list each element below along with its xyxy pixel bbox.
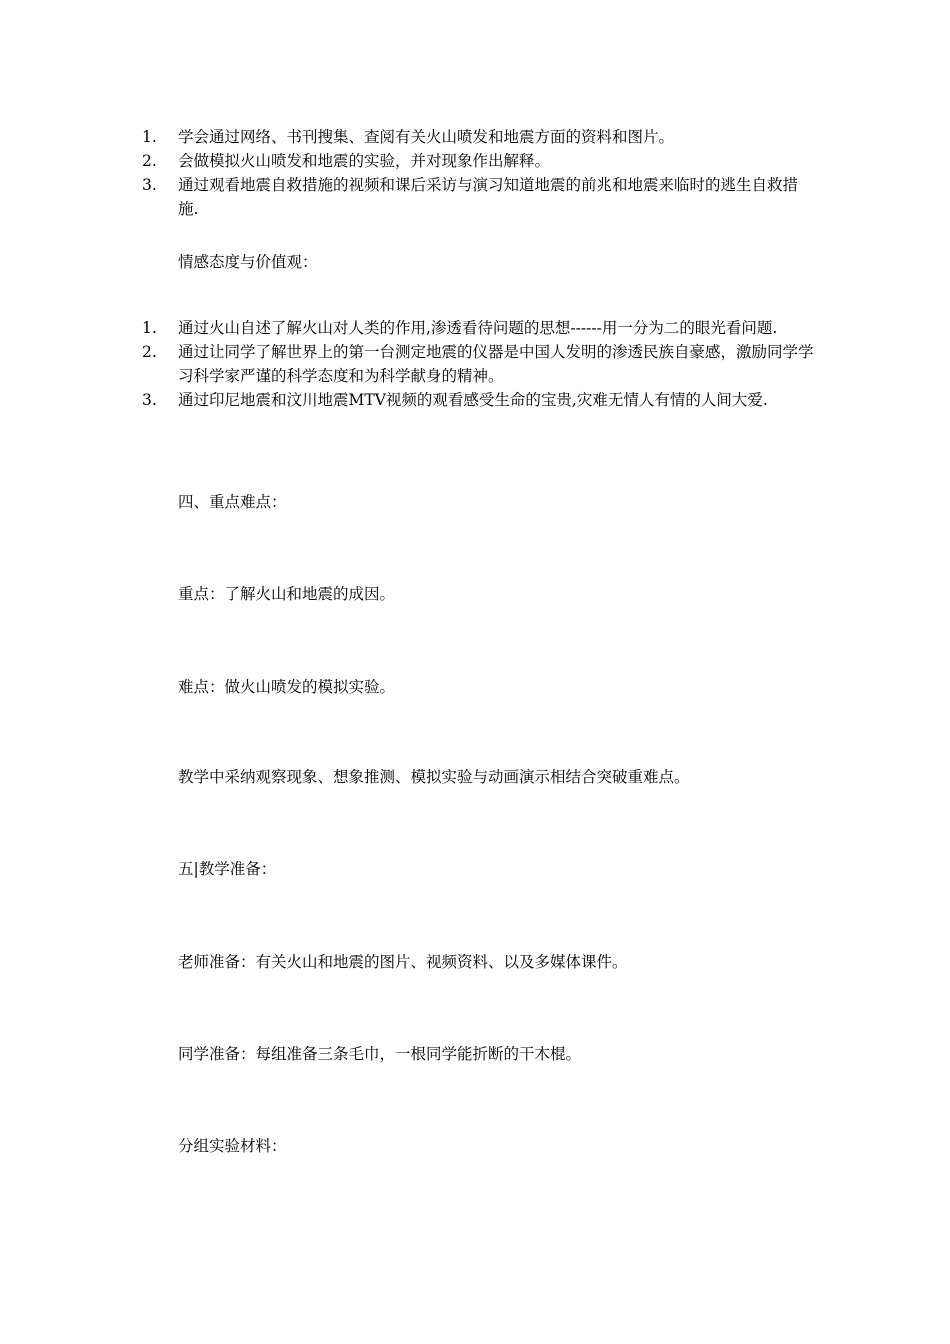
list-item-text: 通过印尼地震和汶川地震MTV视频的观看感受生命的宝贵,灾难无情人有情的人间大爱. — [178, 391, 768, 409]
group-materials: 分组实验材料： — [178, 1137, 287, 1155]
list-item-text: 通过观看地震自救措施的视频和课后采访与演习知道地震的前兆和地震来临时的逃生自救措施. — [178, 176, 799, 218]
teaching-method: 教学中采纳观察现象、想象推测、模拟实验与动画演示相结合突破重难点。 — [178, 768, 690, 786]
section4-heading: 四、重点难点： — [178, 493, 287, 511]
key-point: 重点：了解火山和地震的成因。 — [178, 585, 396, 603]
list-number: 3. — [142, 176, 157, 194]
values-list — [142, 316, 814, 412]
list-item — [142, 125, 814, 149]
emotion-heading: 情感态度与价值观： — [178, 253, 318, 271]
list-number: 1. — [142, 128, 157, 146]
skills-list — [142, 125, 814, 221]
list-item — [142, 388, 814, 412]
list-item — [142, 149, 814, 173]
teacher-prep: 老师准备：有关火山和地震的图片、视频资料、以及多媒体课件。 — [178, 953, 628, 971]
list-item-text: 通过让同学了解世界上的第一台测定地震的仪器是中国人发明的渗透民族自豪感，激励同学学习科学家严谨的科学态度和为科学献身的精神。 — [178, 343, 814, 385]
list-number: 2. — [142, 152, 157, 170]
student-prep: 同学准备：每组准备三条毛巾，一根同学能折断的干木棍。 — [178, 1045, 582, 1063]
list-number: 3. — [142, 391, 157, 409]
list-item — [142, 340, 814, 388]
list-item-text: 学会通过网络、书刊搜集、查阅有关火山喷发和地震方面的资料和图片。 — [178, 128, 675, 146]
section5-heading: 五|教学准备： — [178, 860, 277, 878]
list-item — [142, 173, 814, 221]
list-item-text: 通过火山自述了解火山对人类的作用,渗透看待问题的思想------用一分为二的眼光看问题. — [178, 319, 778, 337]
list-item-text: 会做模拟火山喷发和地震的实验，并对现象作出解释。 — [178, 152, 551, 170]
list-item — [142, 316, 814, 340]
list-number: 1. — [142, 319, 157, 337]
list-number: 2. — [142, 343, 157, 361]
difficult-point: 难点：做火山喷发的模拟实验。 — [178, 678, 396, 696]
